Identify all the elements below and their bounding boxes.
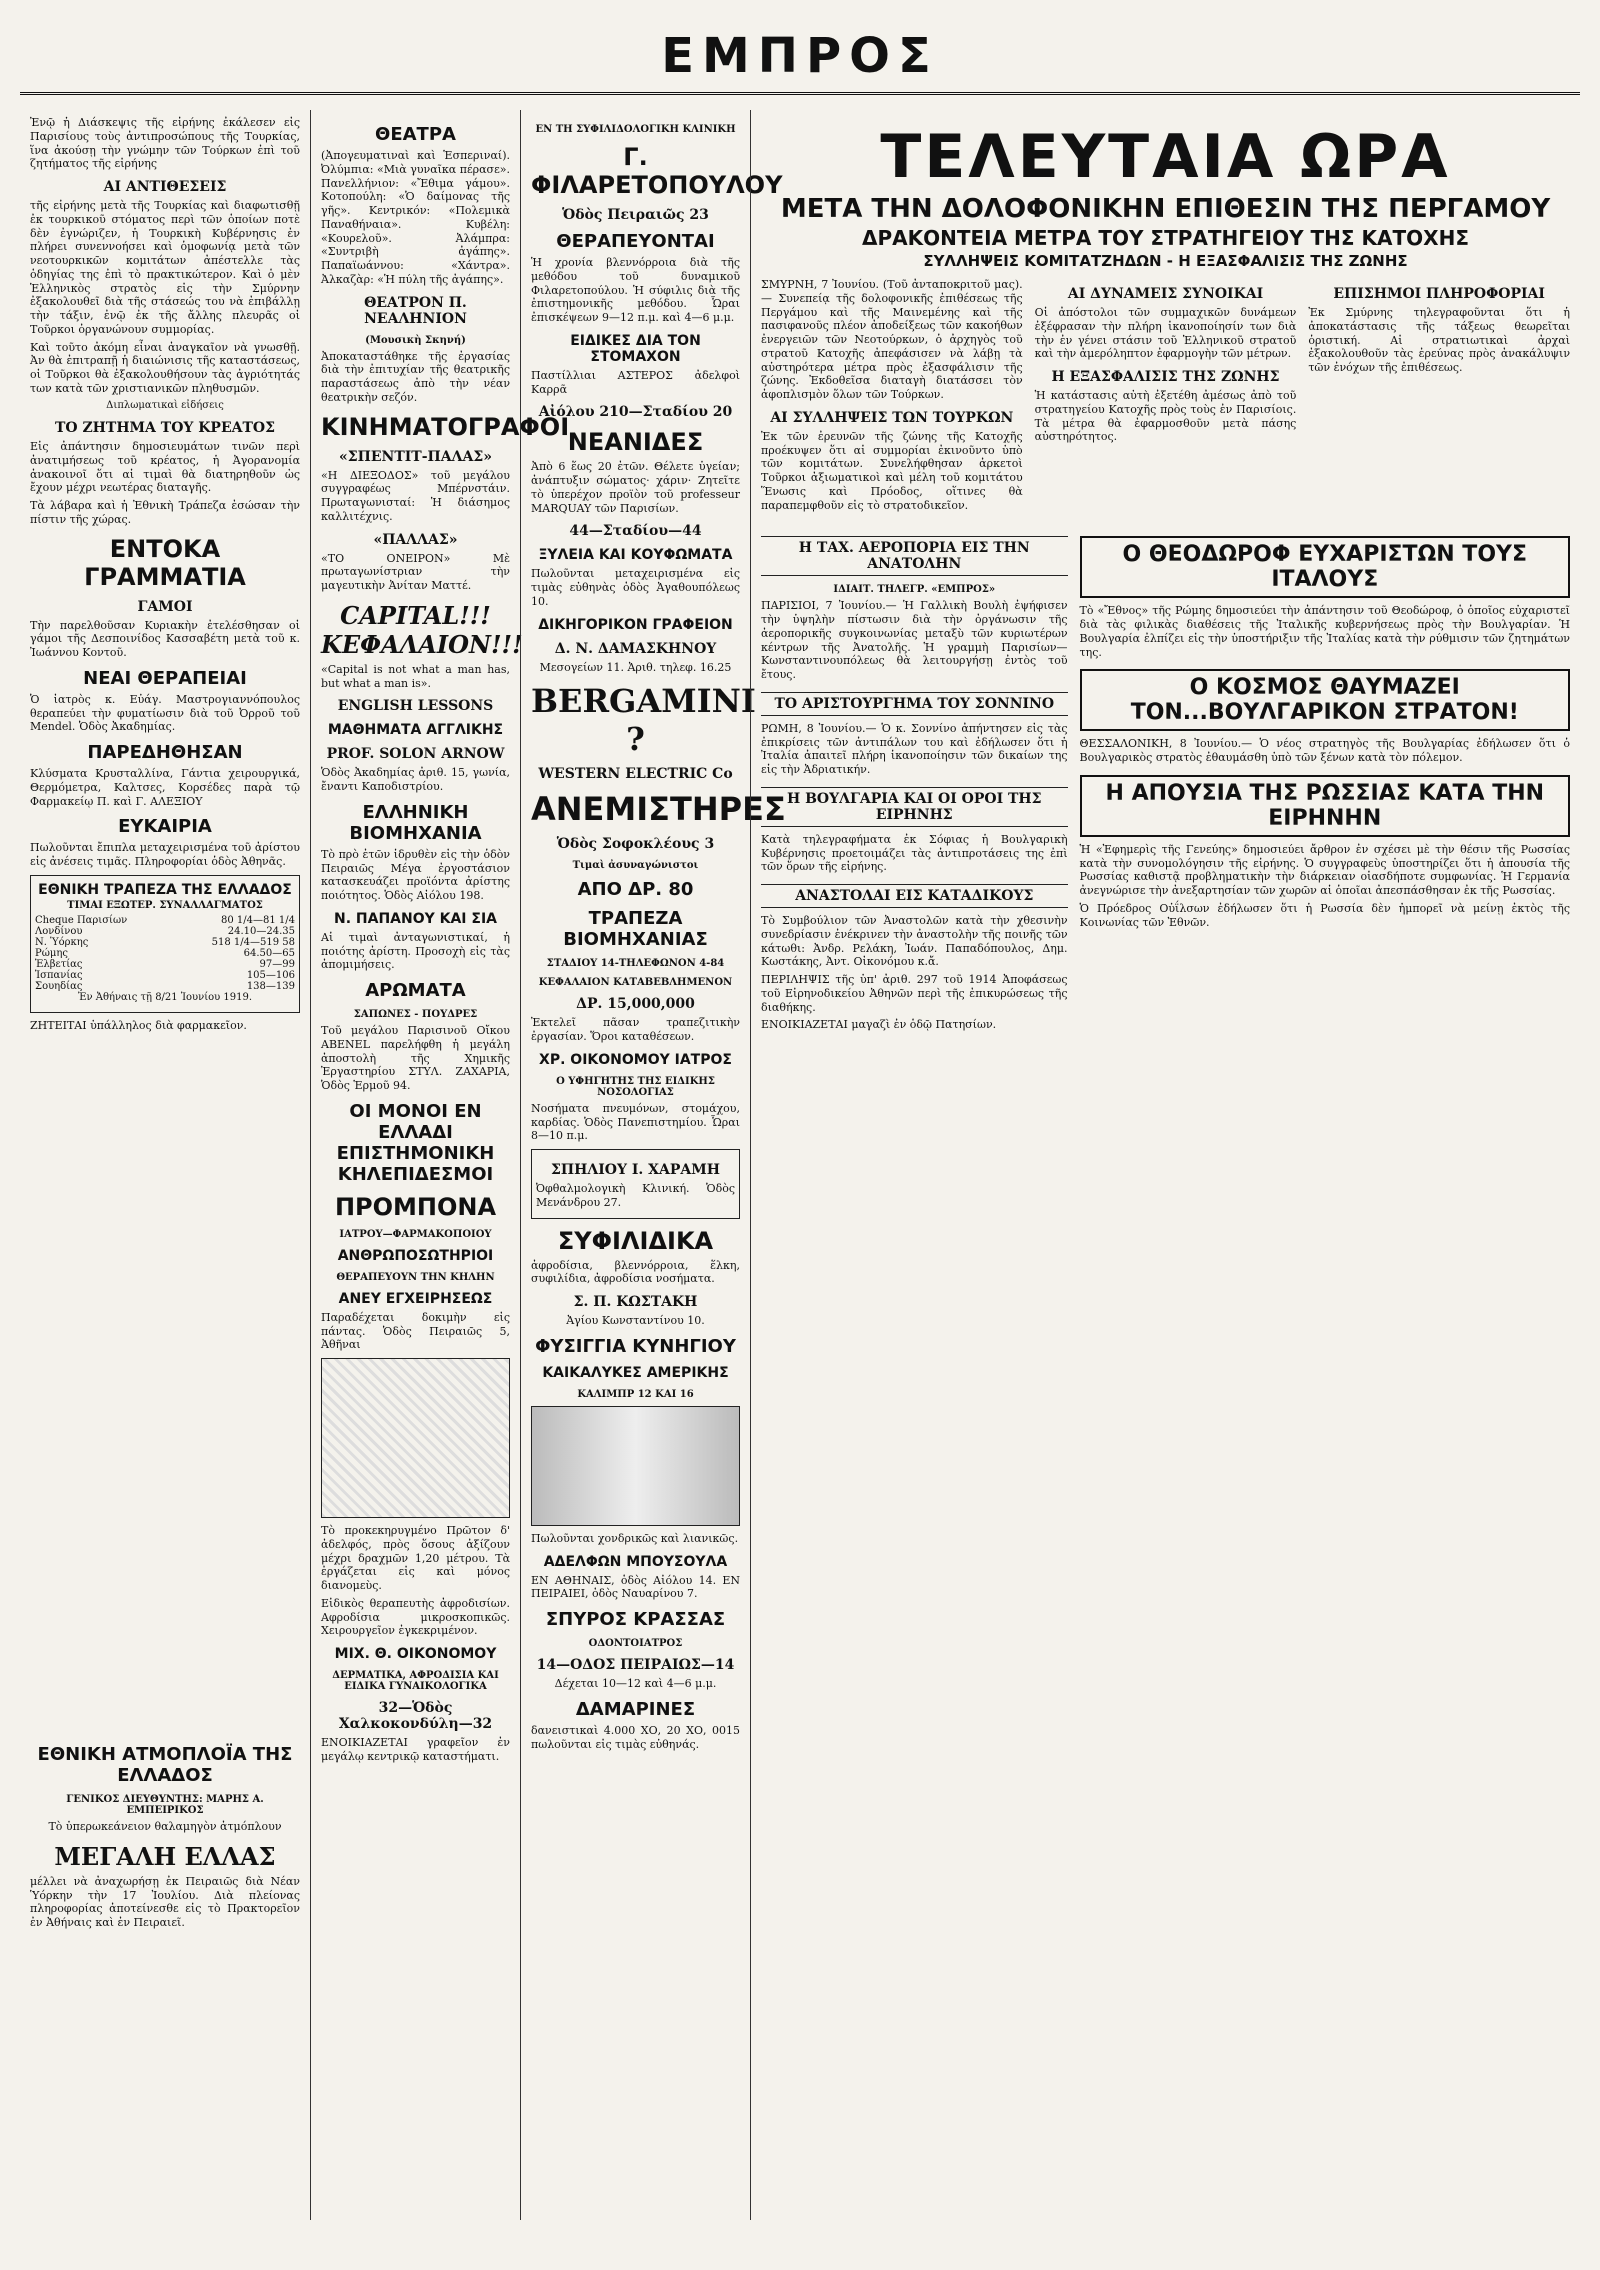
- story-e: Ἐκ Σμύρνης τηλεγραφοῦνται ὅτι ἡ ἀποκατάστασις τῆς τάξεως θεωρεῖται ὁριστική. Αἱ στρατιωτικαὶ ἀρχαὶ ἐξακολουθοῦν τὰς ἐρεύνας πρὸς ἀνακάλυψιν τῶν ἐνόχων τῆς ἐπιθέσεως.: [1308, 306, 1571, 374]
- ship-director: ΓΕΝΙΚΟΣ ΔΙΕΥΘΥΝΤΗΣ: ΜΑΡΗΣ Α. ΕΜΠΕΙΡΙΚΟΣ: [66, 1794, 264, 1816]
- aromata-heading: ΑΡΩΜΑΤΑ: [365, 980, 466, 1001]
- bank-rates-box: [30, 875, 300, 1014]
- syfidika-body: ἀφροδίσια, βλεννόρροια, ἕλκη, συφιλίδια, ἀφροδίσια νοσήματα.: [531, 1258, 740, 1286]
- lead-body: τῆς εἰρήνης μετὰ τῆς Τουρκίας καὶ διαφωτισθῇ ἐκ τουρκικοῦ στόματος περὶ τῶν ὁποίων ποτὲ δὲν ἐγνώριζεν, ἡ Τουρκικὴ Κυβέρνησις ἐν πλήρει συνεννοήσει καὶ ὁμοφωνίᾳ μετὰ τῶν νεοτουρκικῶν κομιτάτων ἀπέστελλε τὰς ὁδηγίας της ἐπὶ τὸ πρακτικώτερον. Καὶ ὁ μὲν Ἑλληνικὸς στρατὸς εἰς τὴν Σμύρνην ἐξακολουθεῖ διὰ τῆς στάσεώς του νὰ ἐπιβάλλῃ τὴν τάξιν, ἐνῷ ἐκ τῆς ἄλλης πλευρᾶς οἱ Τοῦρκοι ὀργανώνουν συμμορίας.: [30, 199, 300, 336]
- ofthalmiatr-heading: ΣΠΗΛΙΟΥ Ι. ΧΑΡΑΜΗ: [551, 1162, 720, 1178]
- rate-row: Ν. Ὑόρκης 518 1/4—519 58: [35, 936, 295, 948]
- bergamini-ad: BERGAMINI ?: [531, 682, 756, 759]
- therapeiai-body: Ὁ ἰατρὸς κ. Εὐάγ. Μαστρογιαννόπουλος θεραπεύει τὴν φυματίωσιν διὰ τοῦ Ὀρροῦ τοῦ Mendel. Ὁδὸς Ἀκαδημίας.: [30, 692, 300, 734]
- dermatikes-body: Εἰδικὸς θεραπευτὴς ἀφροδισίων. Αφροδίσια μικροσκοπικῶς. Χειρουργεῖον ἐγκεκριμένον.: [321, 1596, 510, 1638]
- anastoliai-heading: ΑΝΑΣΤΟΛΑΙ ΕΙΣ ΚΑΤΑΔΙΚΟΥΣ: [761, 884, 1068, 908]
- story-g: ΡΩΜΗ, 8 Ἰουνίου.— Ὁ κ. Σοννίνο ἀπήντησεν εἰς τὰς ἐπικρίσεις τῶν ἀντιπάλων του καὶ ἐδήλωσεν ὅτι ἡ Ἰταλία ἀπαιτεῖ πλήρη ἱκανοποίησιν τῶν δικαίων της εἰς τὴν Ἀδριατικήν.: [761, 721, 1068, 776]
- stomach-address: Αἰόλου 210—Σταδίου 20: [538, 404, 733, 421]
- diplomatic-note: Διπλωματικαὶ εἰδήσεις: [106, 399, 224, 411]
- krassas-hours: Δέχεται 10—12 καὶ 4—6 μ.μ.: [554, 1677, 717, 1690]
- capital-body: «Capital is not what a man has, but what a man is».: [321, 662, 510, 690]
- enoikiazetai-2: ΕΝΟΙΚΙΑΖΕΤΑΙ μαγαζὶ ἐν ὁδῷ Πατησίων.: [761, 1018, 997, 1032]
- kinimatografoi-heading: ΚΙΝΗΜΑΤΟΓΡΑΦΟΙ: [321, 412, 570, 441]
- enoikiazetai: ΕΝΟΙΚΙΑΖΕΤΑΙ γραφεῖον ἐν μεγάλῳ κεντρικῷ καταστήματι.: [321, 1736, 510, 1763]
- second-row: [761, 526, 1570, 1036]
- bank-subtitle: ΤΙΜΑΙ ΕΞΩΤΕΡ. ΣΥΝΑΛΛΑΓΜΑΤΟΣ: [67, 899, 263, 911]
- rate-row: Cheque Παρισίων 80 1/4—81 1/4: [35, 914, 295, 926]
- capital-heading: CAPITAL!!! ΚΕΦΑΛΑΙΟΝ!!!: [321, 600, 523, 659]
- krassas-address: 14—ΟΔΟΣ ΠΕΙΡΑΙΩΣ—14: [536, 1657, 735, 1673]
- headline-3: ΔΡΑΚΟΝΤΕΙΑ ΜΕΤΡΑ ΤΟΥ ΣΤΡΑΤΗΓΕΙΟΥ ΤΗΣ ΚΑΤΟΧΗΣ: [861, 226, 1469, 250]
- monoi-heading: ΟΙ ΜΟΝΟΙ ΕΝ ΕΛΛΑΔΙ ΕΠΙΣΤΗΜΟΝΙΚΗ ΚΗΛΕΠΙΔΕΣΜΟΙ: [336, 1100, 495, 1185]
- viomixania-heading: ΕΛΛΗΝΙΚΗ ΒΙΟΜΗΧΑΝΙΑ: [349, 801, 482, 844]
- palace-body: «ΤΟ ΟΝΕΙΡΟΝ» Μὲ πρωταγωνίστριαν τὴν μαγευτικὴν Ἀνίταν Ματτέ.: [321, 551, 510, 592]
- oikonomou-heading: ΜΙΧ. Θ. ΟΙΚΟΝΟΜΟΥ: [334, 1646, 497, 1662]
- prompona-ad: Τὸ προκεκηρυγμένο Πρῶτον δ' ἀδελφός, πρὸς ὅσους ἀξίζουν μέχρι δραχμῶν 1,20 μέτρου. Τὰ ἐργάζεται εἰς καὶ μόνος διανομεὺς.: [321, 1524, 510, 1592]
- syllipseis-heading: ΑΙ ΣΥΛΛΗΨΕΙΣ ΤΩΝ ΤΟΥΡΚΩΝ: [770, 409, 1014, 426]
- story-i: Τὸ Συμβούλιον τῶν Ἀναστολῶν κατὰ τὴν χθεσινὴν συνεδρίασιν ἐνέκρινεν τὴν ἀναστολὴν τῆς ποινῆς τῶν κάτωθι: Ἀνδρ. Ρελάκη, Ἰωάν. Παπαδόπουλος, Δημ. Κωστάκης, Ἀντ. Οἰκονόμου κ.ἄ.: [761, 914, 1068, 969]
- ofthalmiatr-box: [531, 1149, 740, 1219]
- second-row-left: [761, 526, 1068, 1036]
- aromata-body: Τοῦ μεγάλου Παρισινοῦ Οἴκου ABENEL παρελήφθη ἡ μεγάλη ἀποστολὴ τῆς Χημικῆς Ἐργαστηρίου ΣΤΥΛ. ΖΑΧΑΡΙΑ, Ὁδὸς Ἑρμοῦ 94.: [321, 1024, 510, 1092]
- oikonomou-sub: ΔΕΡΜΑΤΙΚΑ, ΑΦΡΟΔΙΣΙΑ ΚΑΙ ΕΙΔΙΚΑ ΓΥΝΑΙΚΟΛΟΓΙΚΑ: [332, 1670, 499, 1692]
- dikigor-name: Δ. Ν. ΔΑΜΑΣΚΗΝΟΥ: [554, 640, 717, 657]
- zitetai: ΖΗΤΕΙΤΑΙ ὑπάλληλος διὰ φαρμακεῖον.: [30, 1019, 247, 1033]
- krassas-heading: ΣΠΥΡΟΣ ΚΡΑΣΣΑΣ: [545, 1609, 726, 1630]
- rates-date: Ἐν Ἀθήναις τῇ 8/21 Ἰουνίου 1919.: [77, 991, 253, 1003]
- column-2: [310, 110, 570, 2220]
- anthropo-heading: ΑΝΘΡΩΠΟΣΩΤΗΡΙΟΙ: [337, 1247, 494, 1264]
- newspaper-name: ΕΜΠΡΟΣ: [661, 28, 939, 84]
- periliipsis: ΠΕΡΙΛΗΨΙΣ τῆς ὑπ' ἀριθ. 297 τοῦ 1914 Ἀποφάσεως τοῦ Εἰρηνοδικείου Ἀθηνῶν περὶ τῆς ἐπικυρώσεως τῆς διαθήκης.: [761, 973, 1068, 1014]
- aromata-sub: ΣΑΠΩΝΕΣ - ΠΟΥΔΡΕΣ: [353, 1009, 478, 1020]
- theatra-heading: ΘΕΑΤΡΑ: [375, 124, 456, 145]
- clinic-body: Ἡ χρονία βλεννόρροια διὰ τῆς μεθόδου τοῦ δυναμικοῦ Φιλαρετοπούλου. Ἡ σύφιλις διὰ τῆς ἐπιστημονικῆς μεθόδου. Ὧραι ἐπισκέψεων 9—12 π.μ. καὶ 4—6 μ.μ.: [531, 256, 740, 324]
- eukairia-heading: ΕΥΚΑΙΡΙΑ: [118, 816, 212, 838]
- papanou-body: Αἱ τιμαὶ ἀνταγωνιστικαί, ἡ ποιότης ἀρίστη. Προσοχὴ εἰς τὰς ἀπομιμήσεις.: [321, 930, 510, 972]
- lead-col-a: [761, 278, 1023, 516]
- dynameis-heading: ΑΙ ΔΥΝΑΜΕΙΣ ΣΥΝΟΙΚΑΙ: [1067, 286, 1264, 302]
- column-3: [520, 110, 786, 2220]
- eukairia-body: Πωλοῦνται ἔπιπλα μεταχειρισμένα τοῦ ἀρίστου εἰς ἀνέσεις τιμᾶς. Πληροφορίαι ὁδὸς Ἀθηνᾶς.: [30, 841, 300, 868]
- rate-row: Ἑλβετίας 97—99: [35, 958, 295, 970]
- trapeza-capital: ΚΕΦΑΛΑΙΟΝ ΚΑΤΑΒΕΒΛΗΜΕΝΟΝ: [538, 977, 733, 989]
- story-a: ΣΜΥΡΝΗ, 7 Ἰουνίου. (Τοῦ ἀνταποκριτοῦ μας).— Συνεπείᾳ τῆς δολοφονικῆς ἐπιθέσεως τῆς Περγάμου καὶ τῆς Μαινεμένης καὶ τῆς πασιφανοῦς πλέον ἀποδείξεως τῶν κακοήθων ἐνεργειῶν τῶν Νεοτούρκων, ὁ ἀρχηγὸς τοῦ στρατοῦ Κατοχῆς ἀπεφάσισεν νὰ λάβῃ τὰ αὐστηρότερα μέτρα πρὸς ἐξασφάλισιν τῆς ζώνης. Ἐκδοθεῖσα διαταγὴ διατάσσει τὸν ἀφοπλισμὸν ὅλων τῶν Τούρκων.: [761, 278, 1023, 401]
- lead-top: Ἐνῷ ἡ Διάσκεψις τῆς εἰρήνης ἐκάλεσεν εἰς Παρισίους τοὺς ἀντιπροσώπους τῆς Τουρκίας, ἵνα ἀκούσῃ τὴν γνώμην τῶν Τούρκων ἐπὶ τοῦ ζητήματος τῆς εἰρήνης: [30, 116, 300, 171]
- neanides-address: 44—Σταδίου—44: [569, 523, 702, 540]
- headline-4: ΣΥΛΛΗΨΕΙΣ ΚΟΜΙΤΑΤΖΗΔΩΝ - Η ΕΞΑΣΦΑΛΙΣΙΣ ΤΗΣ ΖΩΝΗΣ: [923, 252, 1408, 270]
- aristoteris-heading: ΤΟ ΑΡΙΣΤΟΥΡΓΗΜΑ ΤΟΥ ΣΟΝΝΙΝΟ: [761, 692, 1068, 716]
- english-sub: ΜΑΘΗΜΑΤΑ ΑΓΓΛΙΚΗΣ: [327, 722, 504, 739]
- therapeiai-heading: ΝΕΑΙ ΘΕΡΑΠΕΙΑΙ: [83, 667, 247, 689]
- lead-body-2: Καὶ τοῦτο ἀκόμη εἶναι ἀναγκαῖον νὰ γνωσθῇ. Ἀν θὰ ἐπιτραπῇ ἡ διαιώνισις τῆς καταστάσεως, οἱ Τοῦρκοι θὰ ἐξακολουθήσουν τὰς ἀγριότητάς των κατὰ τῶν χριστιανικῶν πληθυσμῶν.: [30, 340, 300, 395]
- column-4: [750, 110, 1580, 2220]
- anem-address: Ὁδὸς Σοφοκλέους 3: [556, 836, 715, 853]
- trapeza-address: ΣΤΑΔΙΟΥ 14-ΤΗΛΕΦΩΝΟΝ 4-84: [546, 958, 725, 970]
- anevgeriseos: ΑΝΕΥ ΕΓΧΕΙΡΗΣΕΩΣ: [338, 1290, 493, 1307]
- damarines-heading: ΔΑΜΑΡΙΝΕΣ: [575, 1698, 696, 1720]
- story-l: Ἡ «Ἐφημερὶς τῆς Γενεύης» δημοσιεύει ἄρθρον ἐν σχέσει μὲ τὴν θέσιν τῆς Ρωσσίας κατὰ τὴν συνομολόγησιν τῆς εἰρήνης. Ὁ συγγραφεὺς ὑποστηρίζει ὅτι ἡ ἀπουσία τῆς Ρωσσίας καθιστᾷ προβληματικὴν τὴν διάρκειαν οἱασδήποτε συμφωνίας. Ἡ Γερμανία ἀνεγνώρισε τὴν ἀνεξαρτησίαν τῶν χωρῶν αἱ ὁποῖαι ἀπεσπάσθησαν ἐκ τῆς Ρωσσίας.: [1079, 842, 1570, 897]
- kostaki-name: Σ. Π. ΚΩΣΤΑΚΗ: [573, 1294, 698, 1310]
- story-j: Τὸ «Ἔθνος» τῆς Ρώμης δημοσιεύει τὴν ἀπάντησιν τοῦ Θεοδώροφ, ὁ ὁποῖος εὐχαριστεῖ διὰ τὰς φιλικὰς διαθέσεις τῆς Ἰταλικῆς κυβερνήσεως πρὸς τὴν Βουλγαρίαν. Ἡ Βουλγαρία ἐλπίζει εἰς τὴν ὑποστήριξιν τῆς Ἰταλίας κατὰ τὴν ρύθμισιν τῶν ζητημάτων της.: [1079, 604, 1570, 659]
- neanion-heading: ΘΕΑΤΡΟΝ Π. ΝΕΑΛΗΝΙΟΝ: [364, 294, 467, 327]
- stomach-body: Παστίλλιαι ΑΣΤΕΡΟΣ ἀδελφοὶ Καρρᾶ: [531, 368, 740, 396]
- theodorof-banner: Ο ΘΕΟΔΩΡΟΦ ΕΥΧΑΡΙΣΤΩΝ ΤΟΥΣ ΙΤΑΛΟΥΣ: [1080, 536, 1570, 598]
- neanion-body: Ἀποκαταστάθηκε τῆς ἐργασίας διὰ τὴν ἐπιτυχίαν τῆς θεατρικῆς παραστάσεως ἀπὸ τὴν νέαν θεατρικὴν σεζόν.: [321, 349, 510, 404]
- zitima-heading: ΤΟ ΖΗΤΗΜΑ ΤΟΥ ΚΡΕΑΤΟΣ: [54, 420, 276, 436]
- clinic-therapeuontai: ΘΕΡΑΠΕΥΟΝΤΑΙ: [556, 231, 715, 252]
- palace-heading: «ΠΑΛΛΑΣ»: [373, 531, 458, 548]
- kosmos-banner: Ο ΚΟΣΜΟΣ ΘΑΥΜΑΖΕΙ ΤΟΝ...ΒΟΥΛΓΑΡΙΚΟΝ ΣΤΡΑΤΟΝ!: [1080, 669, 1570, 731]
- column-1: [20, 110, 310, 1730]
- paredithisan-body: Κλύσματα Κρυσταλλίνα, Γάντια χειρουργικά, Θερμόμετρα, Καλτσες, Κορσέδες παρὰ τῷ Φαρμακείῳ Π. καὶ Γ. ΑΛΕΞΙΟΥ: [30, 767, 300, 808]
- ship-body: μέλλει νὰ ἀναχωρήσῃ ἐκ Πειραιῶς διὰ Νέαν Ὑόρκην τὴν 17 Ἰουλίου. Διὰ πλείονας πληροφορίας ἀποτείνεσθε εἰς τὸ Πρακτορεῖον ἐν Ἀθήναις καὶ ἐν Πειραιεῖ.: [30, 1874, 300, 1929]
- anemistires-heading: ΑΝΕΜΙΣΤΗΡΕΣ: [531, 790, 786, 829]
- story-m: Ὁ Πρόεδρος Οὐΐλσων ἐδήλωσεν ὅτι ἡ Ρωσσία δὲν ἠμπορεῖ νὰ μείνῃ ἐκτὸς τῆς Κοινωνίας τῶν Ἐθνῶν.: [1079, 901, 1570, 929]
- doctor-name: ΧΡ. ΟΙΚΟΝΟΜΟΥ ΙΑΤΡΟΣ: [539, 1051, 732, 1068]
- stomach-heading: ΕΙΔΙΚΕΣ ΔΙΑ ΤΟΝ ΣΤΟΜΑΧΟΝ: [570, 332, 701, 365]
- viomixania-body: Τὸ πρὸ ἐτῶν ἱδρυθὲν εἰς τὴν ὁδὸν Πειραιῶς Μέγα ἐργοστάσιον κατασκευάζει προϊόντα ἀρίστης ποιότητος. Ὁδὸς Αἰόλου 198.: [321, 847, 510, 902]
- rate-row: Λονδίνου 24.10—24.35: [35, 925, 295, 937]
- prompona-sub: ΙΑΤΡΟΥ—ΦΑΡΜΑΚΟΠΟΙΟΥ: [339, 1228, 492, 1240]
- english-address: Ὁδὸς Ἀκαδημίας ἀριθ. 15, γωνία, ἔναντι Καποδιστρίου.: [321, 766, 510, 793]
- paredithisan-heading: ΠΑΡΕΔΗΘΗΣΑΝ: [87, 742, 243, 763]
- xylia-body: Πωλοῦνται μεταχειρισμένα εἰς τιμὰς εὐθηνὰς ὁδὸς Ἀγαθουπόλεως 10.: [531, 567, 740, 608]
- masthead-rule: [20, 92, 1580, 95]
- clinic-header: ΕΝ ΤΗ ΣΥΦΙΛΙΔΟΛΟΓΙΚΗ ΚΛΙΝΙΚΗ: [535, 124, 736, 135]
- prompona-body: Παραδέχεται δοκιμὴν εἰς πάντας. Ὁδὸς Πειραιῶς 5, Ἀθῆναι: [321, 1310, 510, 1352]
- krassas-sub: ΟΔΟΝΤΟΙΑΤΡΟΣ: [588, 1638, 683, 1649]
- boutsoula-heading: ΑΔΕΛΦΩΝ ΜΠΟΥΣΟΥΛΑ: [543, 1553, 728, 1570]
- ship-intro: Τὸ ὑπερωκεάνειον θαλαμηγὸν ἀτμόπλουν: [48, 1820, 282, 1833]
- boutsoula-body: ΕΝ ΑΘΗΝΑΙΣ, ὁδὸς Αἰόλου 14. ΕΝ ΠΕΙΡΑΙΕΙ, ὁδὸς Ναυαρίνου 7.: [531, 1573, 740, 1601]
- cartridge-illustration: [531, 1406, 740, 1526]
- story-h: Κατὰ τηλεγραφήματα ἐκ Σόφιας ἡ Βουλγαρικὴ Κυβέρνησις προετοιμάζει τὰς ἀντιπροτάσεις της ἐπὶ τῶν ὅρων τῆς εἰρήνης.: [761, 832, 1068, 874]
- splendid-heading: «ΣΠΕΝΤΙΤ-ΠΑΛΑΣ»: [339, 448, 492, 465]
- papanou-heading: Ν. ΠΑΠΑΝΟΥ ΚΑΙ ΣΙΑ: [333, 910, 498, 927]
- second-row-right: [1080, 526, 1570, 1036]
- rate-row: Ρώμης 64.50—65: [35, 947, 295, 959]
- rate-row: Σουηδίας 138—139: [35, 980, 295, 992]
- headline-2: ΜΕΤΑ ΤΗΝ ΔΟΛΟΦΟΝΙΚΗΝ ΕΠΙΘΕΣΙΝ ΤΗΣ ΠΕΡΓΑΜΟΥ: [780, 194, 1551, 224]
- masthead: [0, 0, 1600, 110]
- trapeza-heading: ΤΡΑΠΕΖΑ ΒΙΟΜΗΧΑΝΙΑΣ: [563, 908, 708, 951]
- anthropo-sub: ΘΕΡΑΠΕΥΟΥΝ ΤΗΝ ΚΗΛΗΝ: [336, 1271, 495, 1283]
- ship-advert: [20, 1730, 310, 2220]
- doctor-body: Νοσήματα πνευμόνων, στομάχου, καρδίας. Ὁδὸς Πανεπιστημίου. Ὧραι 8—10 π.μ.: [531, 1101, 740, 1143]
- story-d: Ἡ κατάστασις αὐτὴ ἐξετέθη ἀμέσως ἀπὸ τοῦ στρατηγείου Κατοχῆς πρὸς τοὺς ἐν Παρισίοις. Τὰ μέτρα θὰ ἐφαρμοσθοῦν μετὰ πάσης αὐστηρότητος.: [1034, 389, 1297, 444]
- tel-heading: Η ΤΑΧ. ΑΕΡΟΠΟΡΙΑ ΕΙΣ ΤΗΝ ΑΝΑΤΟΛΗΝ: [761, 536, 1068, 576]
- oikonomou-address: 32—Ὁδὸς Χαλκοκονδύλη—32: [338, 1700, 493, 1732]
- damarines-body: δανειστικαὶ 4.000 ΧΟ, 20 ΧΟ, 0015 πωλοῦνται εἰς τιμὰς εὐθηνάς.: [531, 1723, 740, 1751]
- neanides-heading: ΝΕΑΝΙΔΕΣ: [567, 428, 704, 457]
- neanion-sub: (Μουσικὴ Σκηνή): [365, 334, 466, 346]
- neanides-body: Ἀπὸ 6 ἕως 20 ἐτῶν. Θέλετε ὑγείαν; ἀνάπτυξιν σώματος· χάριν· Ζητεῖτε τὸ ὑπερέχον προϊὸν τοῦ professeur MARQUAY τῶν Παρισίων.: [531, 460, 740, 515]
- dikigor-address: Μεσογείων 11. Ἀριθ. τηλεφ. 16.25: [539, 660, 732, 674]
- dikigor-heading: ΔΙΚΗΓΟΡΙΚΟΝ ΓΡΑΦΕΙΟΝ: [538, 616, 733, 633]
- syfidika-heading: ΣΥΦΙΛΙΔΙΚΑ: [557, 1226, 714, 1255]
- story-c: Οἱ ἀπόστολοι τῶν συμμαχικῶν δυνάμεων ἐξέφρασαν τὴν πλήρη ἱκανοποίησίν των διὰ τὴν ἐν γένει στάσιν τοῦ Ἑλληνικοῦ στρατοῦ καὶ τὴν ἀμερόληπτον ἐφαρμογὴν τῶν μέτρων.: [1034, 306, 1297, 361]
- ship-name: ΜΕΓΑΛΗ ΕΛΛΑΣ: [54, 1841, 276, 1871]
- voulgaria-heading: Η ΒΟΥΛΓΑΡΙΑ ΚΑΙ ΟΙ ΟΡΟΙ ΤΗΣ ΕΙΡΗΝΗΣ: [761, 787, 1068, 827]
- lead-story-columns: [761, 278, 1570, 516]
- gamoi-heading: ΓΑΜΟΙ: [137, 598, 193, 615]
- kostaki-address: Ἀγίου Κωνσταντίνου 10.: [566, 1314, 705, 1327]
- story-f: ΠΑΡΙΣΙΟΙ, 7 Ἰουνίου.— Ἡ Γαλλικὴ Βουλὴ ἐψήφισεν τὴν ὑψηλὴν πίστωσιν διὰ τὴν ὀργάνωσιν τῆς ἀεροπορικῆς συγκοινωνίας μεταξὺ τῶν κυριωτέρων κέντρων τῆς Ἀνατολῆς. Ἡ γραμμὴ Παρισίων—Κωνσταντινουπόλεως θὰ λειτουργήσῃ ἐντὸς τοῦ ἔτους.: [761, 599, 1068, 681]
- apousia-banner: Η ΑΠΟΥΣΙΑ ΤΗΣ ΡΩΣΣΙΑΣ ΚΑΤΑ ΤΗΝ ΕΙΡΗΝΗΝ: [1080, 775, 1570, 837]
- antitheseis-heading: ΑΙ ΑΝΤΙΘΕΣΕΙΣ: [103, 179, 227, 195]
- pliroforiai-heading: ΕΠΙΣΗΜΟΙ ΠΛΗΡΟΦΟΡΙΑΙ: [1333, 286, 1545, 302]
- fysiggia-heading: ΦΥΣΙΓΓΙΑ ΚΥΝΗΓΙΟΥ: [535, 1335, 736, 1357]
- lead-col-c: [1308, 278, 1570, 516]
- theatra-body: (Ἀπογευματιναὶ καὶ Ἑσπεριναί). Ὀλύμπια: «Μιὰ γυναῖκα πέρασε». Πανελλήνιον: «Ἔθιμα γάμου». Κοτοπούλη: «Ὁ δαίμονας τῆς γῆς». Κεντρικόν: «Πολεμικὰ Παναθήναια». Κυβέλη: «Κουρελοῦ». Ἀλάμπρα: «Συντριβὴ ἀγάπης». Παπαϊωάννου: «Χάντρα». Ἀλκαζὰρ: «Ἡ πύλη τῆς ἀγάπης».: [321, 149, 510, 286]
- zoni-heading: Η ΕΞΑΣΦΑΛΙΣΙΣ ΤΗΣ ΖΩΝΗΣ: [1051, 369, 1280, 385]
- clinic-name: Γ. ΦΙΛΑΡΕΤΟΠΟΥΛΟΥ: [531, 143, 783, 199]
- fysiggia-body: Πωλοῦνται χονδρικῶς καὶ λιανικῶς.: [531, 1531, 739, 1545]
- ofthalmiatr-body: Ὀφθαλμολογικὴ Κλινική. Ὁδὸς Μενάνδρου 27.: [536, 1182, 735, 1209]
- trapeza-amount: ΔΡ. 15,000,000: [576, 996, 695, 1013]
- prompona-illustration: [321, 1358, 510, 1518]
- prompona-heading: ΠΡΟΜΠΟΝΑ: [334, 1192, 497, 1221]
- zitima-body: Εἰς ἀπάντησιν δημοσιευμάτων τινῶν περὶ ἀνατιμήσεως τοῦ κρέατος, ἡ Ἀγορανομία ἀνακοινοῖ ὅτι αἱ τιμαὶ θὰ διατηρηθοῦν ὡς ἔχουν μέχρι νεωτέρας διαταγῆς.: [30, 440, 300, 495]
- tel-sub: ΙΔΙΑΙΤ. ΤΗΛΕΓΡ. «ΕΜΠΡΟΣ»: [833, 584, 996, 596]
- clinic-address: Ὁδὸς Πειραιῶς 23: [562, 207, 709, 223]
- english-teacher: PROF. SOLON ARNOW: [326, 746, 505, 763]
- trapeza-body: Ἐκτελεῖ πᾶσαν τραπεζιτικὴν ἐργασίαν. Ὅροι καταθέσεων.: [531, 1016, 740, 1043]
- english-heading: ENGLISH LESSONS: [337, 698, 494, 715]
- xylia-heading: ΞΥΛΕΙΑ ΚΑΙ ΚΟΥΦΩΜΑΤΑ: [538, 547, 733, 564]
- bank-title: ΕΘΝΙΚΗ ΤΡΑΠΕΖΑ ΤΗΣ ΕΛΛΑΔΟΣ: [38, 881, 292, 898]
- doctor-sub: Ο ΥΦΗΓΗΤΗΣ ΤΗΣ ΕΙΔΙΚΗΣ ΝΟΣΟΛΟΓΙΑΣ: [556, 1075, 715, 1098]
- fysiggia-sub: ΚΑΙΚΑΛΥΚΕΣ ΑΜΕΡΙΚΗΣ: [542, 1364, 729, 1381]
- lead-col-b: [1035, 278, 1297, 516]
- fysiggia-calibre: ΚΑΛΙΜΠΡ 12 ΚΑΙ 16: [577, 1388, 694, 1400]
- ship-title: ΕΘΝΙΚΗ ΑΤΜΟΠΛΟΪΑ ΤΗΣ ΕΛΛΑΔΟΣ: [37, 1744, 293, 1786]
- western-electric: WESTERN ELECTRIC Co: [538, 766, 733, 783]
- ethniki-note: Τὰ λάβαρα καὶ ἡ Ἐθνικὴ Τράπεζα ἐσώσαν τὴν πίστιν τῆς χώρας.: [30, 499, 300, 526]
- entoka-heading: ΕΝΤΟΚΑ ΓΡΑΜΜΑΤΙΑ: [84, 534, 246, 591]
- gamoi-body: Τὴν παρελθοῦσαν Κυριακὴν ἐτελέσθησαν οἱ γάμοι τῆς Δεσποινίδος Κασσαβέτη μετὰ τοῦ κ. Ἰωάννου Κοντοῦ.: [30, 618, 300, 659]
- anem-price: ΑΠΟ ΔΡ. 80: [577, 879, 694, 901]
- rate-row: Ἱσπανίας 105—106: [35, 969, 295, 981]
- anem-price-label: Τιμαὶ ἀσυναγώνιστοι: [572, 860, 699, 872]
- main-title: ΤΕΛΕΥΤΑΙΑ ΩΡΑ: [880, 122, 1451, 192]
- story-b: Ἐκ τῶν ἐρευνῶν τῆς ζώνης τῆς Κατοχῆς προέκυψεν ὅτι αἱ συμμορίαι ἐκινοῦντο ὑπὸ τῶν κομιτάτων. Συνελήφθησαν ἀρκετοὶ Τοῦρκοι ἀξιωματικοὶ καὶ μέλη τοῦ κομιτάτου Ἕνωσις καὶ Πρόοδος, οἵτινες θὰ παραπεμφθοῦν εἰς τὸ στρατοδικεῖον.: [761, 429, 1023, 512]
- story-k: ΘΕΣΣΑΛΟΝΙΚΗ, 8 Ἰουνίου.— Ὁ νέος στρατηγὸς τῆς Βουλγαρίας ἐδήλωσεν ὅτι ὁ Βουλγαρικὸς στρατὸς ἐθαυμάσθη ὑπὸ τῶν ξένων κατὰ τὸν πόλεμον.: [1079, 737, 1570, 764]
- splendid-body: «Η ΔΙΕΞΟΔΟΣ» τοῦ μεγάλου συγγραφέως Μπέρνστάιν. Πρωταγωνισταί: Ἡ διάσημος καλλιτέχνις.: [321, 468, 510, 523]
